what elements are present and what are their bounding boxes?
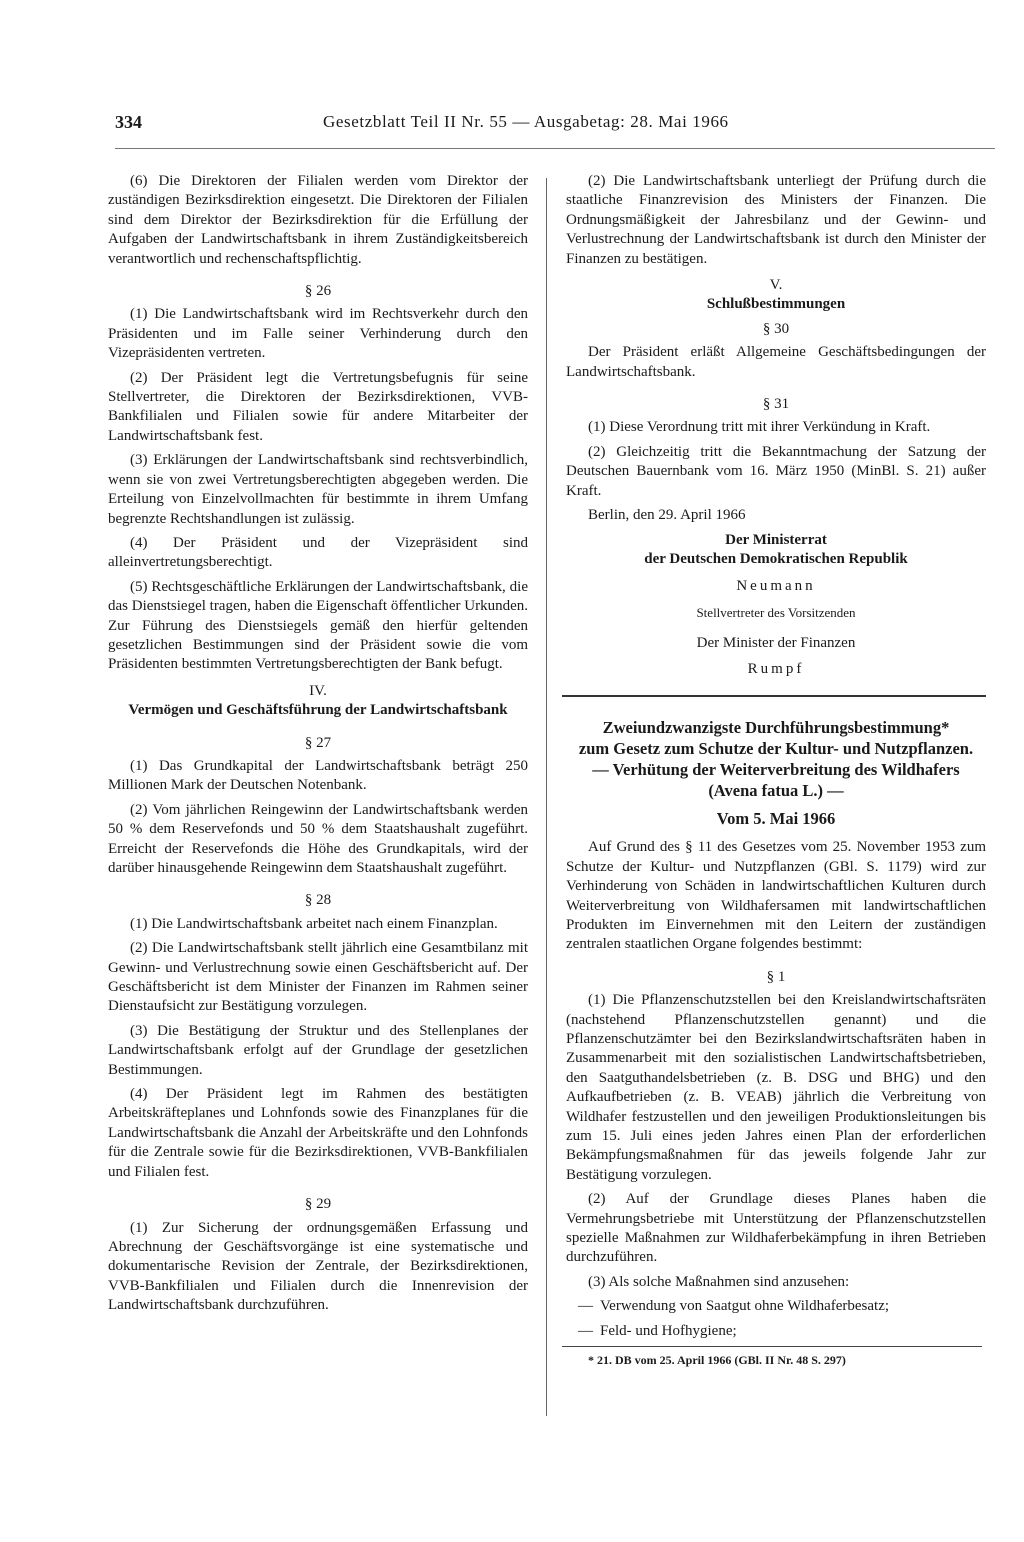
paragraph: (2) Die Landwirtschaftsbank stellt jährlich eine Gesamtbilanz mit Gewinn- und Verlustrechnung sowie einen Geschäftsbericht auf. Der Geschäftsbericht ist dem Minister der Finanzen im Rahmen seiner Dienstaufsicht zur Bestätigung vorzulegen.	[108, 940, 528, 1015]
gazette-title: Gesetzblatt Teil II Nr. 55 — Ausgabetag: 28. Mai 1966	[323, 112, 729, 131]
list-item	[578, 1322, 986, 1341]
signer-name: Rumpf	[747, 660, 805, 677]
list-item	[578, 1297, 986, 1316]
decree-title: Zweiundzwanzigste Durchführungsbestimmung*	[602, 717, 950, 737]
dash-bullet: —	[578, 1298, 593, 1315]
signer-role: Der Minister der Finanzen	[696, 635, 856, 652]
footnote-divider	[562, 1346, 982, 1347]
section-heading: § 26	[304, 283, 332, 300]
paragraph: (1) Die Landwirtschaftsbank wird im Rechtsverkehr durch den Präsidenten und im Falle seiner Verhinderung durch den Vizepräsidenten vertreten.	[108, 306, 528, 362]
chapter-title: Schlußbestimmungen	[706, 296, 846, 313]
right-column	[566, 172, 986, 1371]
signer-role: Stellvertreter des Vorsitzenden	[696, 604, 856, 620]
paragraph: (3) Die Bestätigung der Struktur und des Stellenplanes der Landwirtschaftsbank erfolgt auf der Grundlage der gesetzlichen Bestimmungen.	[108, 1022, 528, 1078]
paragraph: Der Präsident erläßt Allgemeine Geschäftsbedingungen der Landwirtschaftsbank.	[566, 344, 986, 380]
paragraph: (3) Erklärungen der Landwirtschaftsbank sind rechtsverbindlich, wenn sie von zwei Vertretungsberechtigten abgegeben werden. Die Erteilung von Einzelvollmachten für bestimmte in ihrem Umfang begrenzte Rechtshandlungen ist zulässig.	[108, 452, 528, 527]
section-heading: § 30	[762, 320, 790, 337]
paragraph: (2) Der Präsident legt die Vertretungsbefugnis für seine Stellvertreter, die Direktoren der Bezirksdirektionen, VVB-Bankfilialen und Filialen sowie für andere Mitarbeiter der Landwirtschaftsbank fest.	[108, 369, 528, 444]
paragraph: (1) Diese Verordnung tritt mit ihrer Verkündung in Kraft.	[588, 419, 931, 436]
chapter-number: IV.	[309, 682, 327, 699]
paragraph: (4) Der Präsident und der Vizepräsident sind alleinvertretungsberechtigt.	[108, 534, 528, 571]
left-column	[108, 172, 528, 1321]
paragraph: (1) Zur Sicherung der ordnungsgemäßen Erfassung und Abrechnung der Geschäftsvorgänge ist eine systematische und dokumentarische Revision der Zentrale, der Bezirksdirektionen, VVB-Bankfilialen und Filialen durch die Innenrevision der Landwirtschaftsbank durchzuführen.	[108, 1219, 528, 1314]
list-item-text: Feld- und Hofhygiene;	[600, 1322, 737, 1339]
chapter-number: V.	[769, 277, 783, 294]
section-heading: § 29	[304, 1196, 332, 1213]
header-divider	[115, 148, 995, 149]
paragraph: Auf Grund des § 11 des Gesetzes vom 25. November 1953 zum Schutze der Kultur- und Nutzpflanzen (GBl. S. 1179) wird zur Verhinderung von Schäden in landwirtschaftlichen Kulturen durch Weiterverbreitung von Wildhafersamen mit landwirtschaftlichen Produkten im Einvernehmen mit den Leitern der zuständigen zentralen staatlichen Organe folgendes bestimmt:	[566, 839, 986, 953]
place-date: Berlin, den 29. April 1966	[588, 507, 746, 524]
section-divider	[562, 695, 986, 697]
section-heading: § 28	[304, 892, 332, 909]
paragraph: (5) Rechtsgeschäftliche Erklärungen der Landwirtschaftsbank, die das Dienstsiegel tragen, haben die Eigenschaft öffentlicher Urkunden. Zur Führung des Dienstsiegels gemäß den hierfür geltenden gesetzlichen Bestimmungen sind der Präsident sowie die vom Präsidenten bestimmten Vertretungsberechtigten der Bank befugt.	[108, 578, 528, 673]
chapter-title: Vermögen und Geschäftsführung der Landwirtschaftsbank	[128, 702, 508, 719]
signatory-body: der Deutschen Demokratischen Republik	[644, 550, 908, 567]
section-heading: § 1	[766, 968, 786, 985]
column-divider	[546, 178, 547, 1416]
page-header	[115, 112, 995, 142]
paragraph: (2) Die Landwirtschaftsbank unterliegt der Prüfung durch die staatliche Finanzrevision des Ministers der Finanzen. Die Ordnungsmäßigkeit der Jahresbilanz und der Gewinn- und Verlustrechnung der Landwirtschaftsbank ist durch den Minister der Finanzen zu bestätigen.	[566, 173, 986, 267]
paragraph: (4) Der Präsident legt im Rahmen des bestätigten Arbeitskräfteplanes und Lohnfonds sowie des Finanzplanes für die Landwirtschaftsbank die Anzahl der Arbeitskräfte und den Lohnfonds für die Zentrale sowie für die Bezirksdirektionen, VVB-Bankfilialen und Filialen fest.	[108, 1086, 528, 1180]
page-number: 334	[115, 112, 142, 132]
signer-name: Neumann	[736, 578, 816, 595]
decree-title: zum Gesetz zum Schutze der Kultur- und Nutzpflanzen.	[578, 738, 974, 758]
paragraph: (1) Die Landwirtschaftsbank arbeitet nach einem Finanzplan.	[130, 915, 498, 932]
paragraph: (2) Auf der Grundlage dieses Planes haben die Vermehrungsbetriebe mit Unterstützung der Pflanzenschutzstellen spezielle Maßnahmen zur Wildhaferbekämpfung in ihren Betrieben durchzuführen.	[566, 1191, 986, 1266]
section-heading: § 27	[304, 734, 332, 751]
dash-bullet: —	[578, 1322, 593, 1339]
paragraph: (3) Als solche Maßnahmen sind anzusehen:	[588, 1273, 850, 1290]
paragraph: (1) Die Pflanzenschutzstellen bei den Kreislandwirtschaftsräten (nachstehend Pflanzenschutzstellen genannt) und die Pflanzenschutzämter bei den Bezirkslandwirtschaftsräten haben in Zusammenarbeit mit den sozialistischen Landwirtschaftsbetrieben, den Saatguthandelsbetrieben (z. B. DSG und BHG) und den Aufkaufbetrieben (z. B. VEAB) jährlich die Verbreitung von Wildhafer festzustellen und den jeweiligen Produktionsleitungen bis zum 15. Juli eines jeden Jahres einen Plan der erforderlichen Bekämpfungsmaßnahmen für das jeweils folgende Jahr zur Bestätigung vorzulegen.	[566, 992, 986, 1183]
list-item-text: Verwendung von Saatgut ohne Wildhaferbesatz;	[600, 1298, 890, 1315]
footnote: * 21. DB vom 25. April 1966 (GBl. II Nr. 48 S. 297)	[588, 1353, 846, 1368]
section-heading: § 31	[762, 396, 790, 413]
paragraph: (1) Das Grundkapital der Landwirtschaftsbank beträgt 250 Millionen Mark der Deutschen Notenbank.	[108, 757, 528, 794]
signatory-body: Der Ministerrat	[725, 531, 827, 548]
paragraph: (2) Vom jährlichen Reingewinn der Landwirtschaftsbank werden 50 % dem Reservefonds und 50 % dem Staatshaushalt zugeführt. Erreicht der Reservefonds die Höhe des Grundkapitals, wird der darüber hinausgehende Reingewinn dem Staatshaushalt zugeführt.	[108, 801, 528, 876]
paragraph: (2) Gleichzeitig tritt die Bekanntmachung der Satzung der Deutschen Bauernbank vom 16. März 1950 (MinBl. S. 21) außer Kraft.	[566, 443, 986, 499]
decree-subtitle: — Verhütung der Weiterverbreitung des Wildhafers (Avena fatua L.) —	[592, 759, 960, 800]
signature-block	[566, 531, 986, 679]
decree-date: Vom 5. Mai 1966	[716, 808, 836, 828]
paragraph: (6) Die Direktoren der Filialen werden vom Direktor der zuständigen Bezirksdirektion eingesetzt. Die Direktoren der Filialen sind dem Direktor der Bezirksdirektion für die Erfüllung der Aufgaben der Landwirtschaftsbank in ihrem Zuständigkeitsbereich verantwortlich und rechenschaftspflichtig.	[108, 173, 528, 267]
